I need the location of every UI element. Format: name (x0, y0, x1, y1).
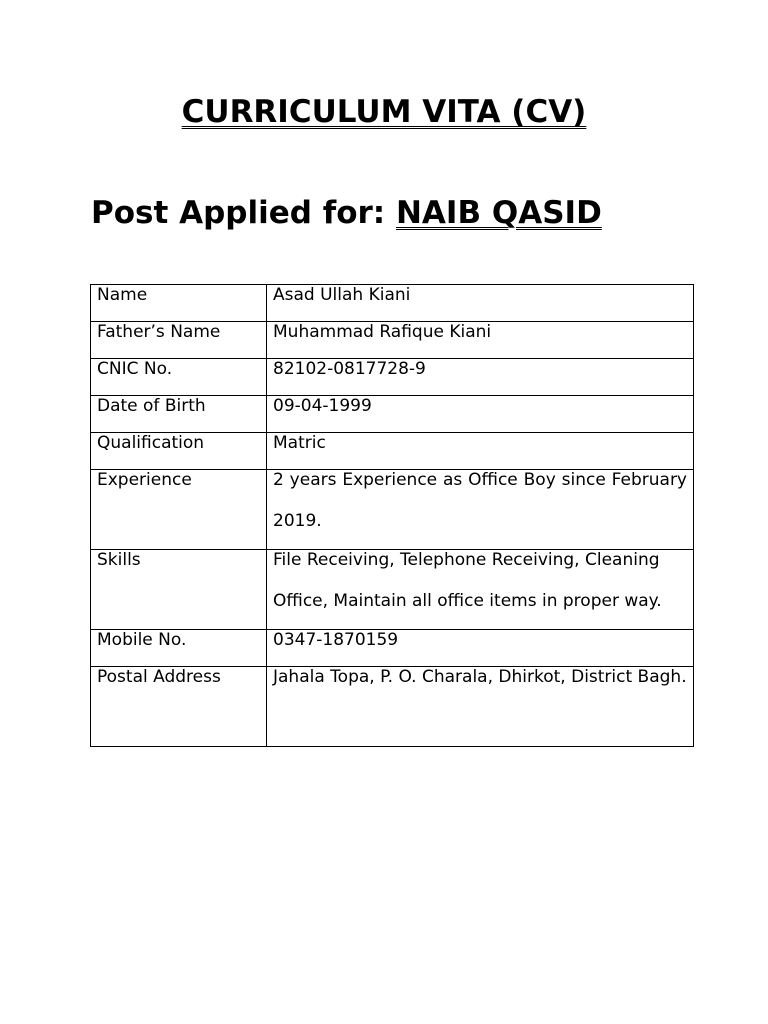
post-applied-value: NAIB QASID (395, 195, 602, 231)
row-label-text: Qualification (97, 433, 205, 453)
row-label (91, 359, 267, 396)
row-value (267, 322, 694, 359)
row-value-text: Asad Ullah Kiani (273, 285, 411, 305)
row-label (91, 396, 267, 433)
row-label (91, 630, 267, 667)
row-label (91, 322, 267, 359)
row-label-text: Name (97, 285, 148, 305)
table-row (91, 550, 694, 630)
row-label (91, 667, 267, 747)
row-value-text: 09-04-1999 (273, 396, 372, 416)
cv-details-table (90, 284, 694, 747)
row-label (91, 470, 267, 550)
row-value-text: 2 years Experience as Office Boy since February 2019. (273, 470, 687, 531)
row-value (267, 667, 694, 747)
row-value-text: 82102-0817728-9 (273, 359, 426, 379)
row-label-text: Skills (97, 550, 141, 570)
row-value (267, 470, 694, 550)
row-label-text: Father’s Name (97, 322, 221, 342)
table-row (91, 396, 694, 433)
row-value-text: Muhammad Rafique Kiani (273, 322, 492, 342)
table-row (91, 322, 694, 359)
row-label (91, 285, 267, 322)
table-row (91, 667, 694, 747)
post-applied-line (91, 194, 602, 232)
table-row (91, 359, 694, 396)
row-value-text: 0347-1870159 (273, 630, 399, 650)
row-value-text: File Receiving, Telephone Receiving, Cleaning Office, Maintain all office items in proper way. (273, 550, 662, 611)
row-label-text: Date of Birth (97, 396, 206, 416)
row-value (267, 396, 694, 433)
table-row (91, 285, 694, 322)
row-label (91, 550, 267, 630)
row-value-text: Jahala Topa, P. O. Charala, Dhirkot, District Bagh. (273, 667, 687, 687)
row-label-text: Mobile No. (97, 630, 187, 650)
row-value (267, 285, 694, 322)
row-label-text: Postal Address (97, 667, 221, 687)
row-value (267, 359, 694, 396)
table-row (91, 470, 694, 550)
row-value-text: Matric (273, 433, 326, 453)
row-label-text: CNIC No. (97, 359, 173, 379)
row-label-text: Experience (97, 470, 192, 490)
page-title: CURRICULUM VITA (CV) (181, 94, 587, 130)
post-applied-label: Post Applied for: (91, 195, 396, 231)
row-label (91, 433, 267, 470)
row-value (267, 550, 694, 630)
